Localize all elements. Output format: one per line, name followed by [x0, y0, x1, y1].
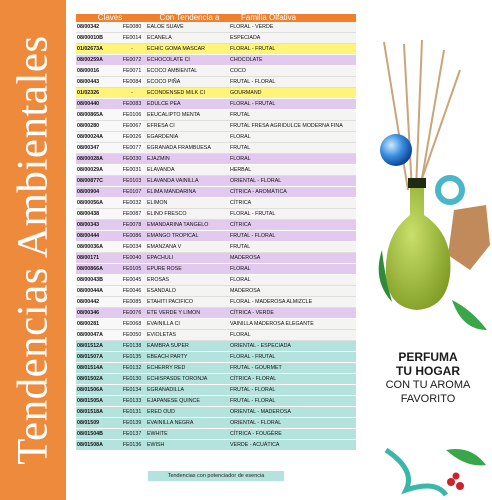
cell-family: MADEROSA [230, 255, 261, 261]
cell-code: 08/00281 [76, 319, 120, 329]
cell-sub: FE0071 [120, 66, 144, 76]
table-row [76, 319, 356, 330]
cell-sub: FE0030 [122, 156, 142, 162]
cell-name: EPURE ROSE [147, 266, 182, 272]
sidebar-title: Tendencias Ambientales [9, 35, 57, 465]
cell-sub: FE0086 [122, 233, 142, 239]
table-row [76, 44, 356, 55]
cell-name: EAMBRA SUPER [147, 343, 189, 349]
cell-family: FLORAL [227, 132, 356, 142]
table-row [76, 99, 356, 110]
table-row [76, 275, 356, 286]
wood-chunk [448, 205, 490, 270]
cell-sub: FE0139 [122, 420, 142, 426]
cell-sub: FE0134 [122, 387, 142, 393]
sidebar [0, 0, 66, 500]
cell-name: ELINO FRESCO [144, 209, 227, 219]
cell-sub: FE0032 [120, 198, 144, 208]
table-row [76, 88, 356, 99]
cell-sub: FE0103 [122, 178, 142, 184]
cell-family: FLORAL [227, 330, 356, 340]
cell-family: CÍTRICA - FLORAL [230, 376, 277, 382]
cell-name: ECHOCOLATE CI [147, 57, 190, 63]
header-familia: Familia Olfativa [241, 13, 297, 22]
cell-name: EJAZMIN [147, 156, 170, 162]
cell-code: 08/01504B [77, 431, 103, 437]
cell-sub: FE0078 [122, 222, 142, 228]
cell-family: CÍTRICA [227, 198, 356, 208]
table-row [76, 110, 356, 121]
cell-name: ECHISPASDE TORONJA [147, 376, 208, 382]
diffuser-illustration [362, 40, 492, 340]
cell-name: ECOCO PIÑA [144, 77, 227, 87]
table-row [76, 308, 356, 319]
cell-family: FLORAL [227, 275, 356, 285]
cell-code: 08/00444 [77, 233, 100, 239]
cell-sub: FE0080 [120, 22, 144, 32]
table-row [76, 264, 356, 275]
cell-family: CÍTRICA - VERDE [230, 310, 274, 316]
cell-family: FRUTAL [227, 110, 356, 120]
cell-code: 08/00443 [76, 77, 120, 87]
cell-sub: FE0077 [120, 143, 144, 153]
promo-line3: CON TU AROMA [385, 379, 471, 391]
cell-family: FLORAL - FRUTAL [230, 46, 276, 52]
cell-family: ESPECIADA [227, 33, 356, 43]
table-row [76, 22, 356, 33]
table-row [76, 121, 356, 132]
cell-code: 08/00056A [76, 198, 120, 208]
cell-family: CÍTRICA - FOUGÈRE [230, 431, 282, 437]
cell-name: EMANDARINA TANGELO [147, 222, 209, 228]
cell-name: EVAINILLA NEGRA [147, 420, 194, 426]
cell-family: FRUTAL - FLORAL [230, 233, 276, 239]
cell-name: EBEACH PARTY [147, 354, 188, 360]
cell-name: ECONDENSED MILK CI [147, 90, 205, 96]
cell-name: EWISH [147, 442, 165, 448]
cell-code: 08/01518A [77, 409, 103, 415]
table-row [76, 385, 356, 396]
cell-sub: FE0014 [120, 33, 144, 43]
table-row [76, 187, 356, 198]
cell-code: 08/00442 [76, 297, 120, 307]
cell-code: 08/00171 [77, 255, 100, 261]
cell-family: FLORAL - MADEROSA ALMIZCLE [227, 297, 356, 307]
cell-code: 08/00866A [77, 266, 103, 272]
table-row [76, 198, 356, 209]
cell-family: CHOCOLATE [230, 57, 263, 63]
cell-sub: FE0084 [120, 77, 144, 87]
cell-name: EGARDENIA [144, 132, 227, 142]
cell-sub: FE0132 [122, 365, 142, 371]
decor-illustration [376, 440, 492, 500]
promo-line4: FAVORITO [400, 393, 456, 405]
cell-name: EGRANADA FRAMBUESA [144, 143, 227, 153]
table-row [76, 154, 356, 165]
cell-sub: - [131, 90, 133, 96]
cell-name: EVAINILLA CI [144, 319, 227, 329]
cell-code: 08/01502A [77, 376, 103, 382]
promo-line1: PERFUMA [398, 350, 458, 364]
table-row [76, 165, 356, 176]
cell-name: ERED OUD [147, 409, 175, 415]
leaf [446, 449, 486, 465]
cell-family: ORIENTAL - ESPECIADA [230, 343, 291, 349]
cell-name: EMANGO TROPICAL [147, 233, 199, 239]
cell-name: EMANZANA V [144, 242, 227, 252]
table-row [76, 66, 356, 77]
table-row [76, 143, 356, 154]
cell-family: ORIENTAL - FLORAL [230, 420, 282, 426]
cell-code: 08/01505A [77, 398, 103, 404]
cell-sub: FE0050 [120, 330, 144, 340]
cell-name: ECHERRY RED [147, 365, 186, 371]
cell-code: 08/00036A [76, 242, 120, 252]
table-row [76, 363, 356, 374]
cell-code: 08/01509 [77, 420, 100, 426]
cell-family: FLORAL - FRUTAL [230, 354, 276, 360]
cell-family: FRUTAL - FLORAL [230, 387, 276, 393]
cell-name: ELIMON [144, 198, 227, 208]
cell-family: FLORAL [230, 266, 251, 272]
cell-name: EFRESA CI [144, 121, 227, 131]
cell-sub: FE0045 [120, 275, 144, 285]
cell-code: 08/00438 [76, 209, 120, 219]
cell-family: FLORAL - FRUTAL [230, 101, 276, 107]
cell-family: VERDE - ACUÁTICA [230, 442, 280, 448]
cell-family: VAINILLA MADEROSA ELEGANTE [227, 319, 356, 329]
cell-sub: FE0107 [122, 189, 142, 195]
cell-code: 08/00029A [76, 165, 120, 175]
cell-name: EWHITE [147, 431, 168, 437]
teal-ring [438, 178, 462, 202]
cell-code: 08/01507A [77, 354, 103, 360]
table-row [76, 220, 356, 231]
table-row [76, 297, 356, 308]
cell-sub: FE0085 [120, 297, 144, 307]
table-row [76, 231, 356, 242]
promo-text [372, 350, 484, 406]
cell-name: ELAVANDA [144, 165, 227, 175]
cell-name: ELIMA MANDARINA [147, 189, 196, 195]
ribbon [386, 450, 446, 495]
fragrance-table [76, 14, 356, 451]
bottle [386, 185, 451, 310]
cell-code: 08/00346 [77, 310, 100, 316]
berry [453, 473, 460, 480]
cell-code: 08/00865A [76, 110, 120, 120]
header-claves: Claves [97, 13, 123, 22]
cell-name: EALOE SUAVE [144, 22, 227, 32]
table-row [76, 77, 356, 88]
table-row [76, 253, 356, 264]
cell-code: 08/00028A [77, 156, 103, 162]
table-row [76, 429, 356, 440]
table-row [76, 55, 356, 66]
cell-sub: FE0026 [120, 132, 144, 142]
table-row [76, 176, 356, 187]
promo-line2: TU HOGAR [396, 364, 460, 378]
cell-code: 08/01512A [77, 343, 103, 349]
leaf-right [452, 300, 487, 330]
cell-sub: FE0076 [122, 310, 142, 316]
cell-code: 08/00440 [77, 101, 100, 107]
cell-sub: FE0087 [120, 209, 144, 219]
cell-sub: FE0034 [120, 242, 144, 252]
cell-sub: FE0083 [122, 101, 142, 107]
cell-sub: FE0133 [122, 398, 142, 404]
cell-family: MADEROSA [227, 286, 356, 296]
table-row [76, 407, 356, 418]
cell-family: FRUTAL - GOURMET [230, 365, 282, 371]
cell-family: FRUTAL FRESA AGRIDULCE MODERNA FINA [227, 121, 356, 131]
cell-family: CÍTRICA - AROMÁTICA [230, 189, 287, 195]
cell-family: ORIENTAL - MADEROSA [230, 409, 291, 415]
table-row [76, 132, 356, 143]
table-row [76, 330, 356, 341]
cell-family: FRUTAL [227, 143, 356, 153]
cell-name: EGRANADILLA [147, 387, 185, 393]
cell-sub: - [131, 46, 133, 52]
cell-family: CÍTRICA [230, 222, 252, 228]
table-row [76, 286, 356, 297]
table-header [76, 14, 356, 22]
berry [456, 482, 464, 490]
cell-code: 08/00280 [76, 121, 120, 131]
cell-name: EEUCALIPTO MENTA [144, 110, 227, 120]
cell-sub: FE0130 [122, 376, 142, 382]
cell-sub: FE0137 [122, 431, 142, 437]
cell-family: FRUTAL - FLORAL [230, 398, 276, 404]
cell-name: ELAVANDA VAINILLA [147, 178, 199, 184]
cell-code: 08/00024A [76, 132, 120, 142]
table-row [76, 33, 356, 44]
cell-name: ECHIC GOMA MASCAR [147, 46, 205, 52]
cell-name: EVIOLETAS [144, 330, 227, 340]
table-row [76, 341, 356, 352]
table-row [76, 396, 356, 407]
cell-sub: FE0067 [120, 121, 144, 131]
cell-sub: FE0031 [120, 165, 144, 175]
cell-code: 08/00016 [76, 66, 120, 76]
cell-family: GOURMAND [230, 90, 262, 96]
blue-sphere [380, 134, 412, 166]
cell-name: ESANDALO [144, 286, 227, 296]
cell-family: FRUTAL [227, 242, 356, 252]
table-row [76, 418, 356, 429]
cell-code: 08/00343 [77, 222, 100, 228]
cell-code: 08/00044A [76, 286, 120, 296]
cell-sub: FE0138 [122, 343, 142, 349]
cell-code: 08/00904 [77, 189, 100, 195]
table-body [76, 22, 356, 451]
berry [447, 478, 455, 486]
cell-code: 01/02326 [77, 90, 100, 96]
cell-name: ECANELA [144, 33, 227, 43]
footnote: Tendencias con potenciador de esencia [148, 471, 284, 481]
cell-family: ORIENTAL - FLORAL [230, 178, 282, 184]
cell-code: 08/00047A [76, 330, 120, 340]
cell-name: EDULCE PEA [147, 101, 181, 107]
cell-sub: FE0135 [122, 354, 142, 360]
cell-family: COCO [227, 66, 356, 76]
table-row [76, 209, 356, 220]
cell-family: FLORAL [230, 156, 251, 162]
cell-code: 08/00342 [76, 22, 120, 32]
cell-code: 08/00877C [77, 178, 103, 184]
cell-name: ETAHITI PACIFICO [144, 297, 227, 307]
cell-family: FRUTAL - FLORAL [227, 77, 356, 87]
cell-code: 01/02673A [77, 46, 103, 52]
cell-family: FLORAL - FRUTAL [227, 209, 356, 219]
cell-family: HERBAL [227, 165, 356, 175]
cell-name: EJAPANESE QUINCE [147, 398, 200, 404]
cell-sub: FE0136 [122, 442, 142, 448]
cell-family: FLORAL - VERDE [227, 22, 356, 32]
table-row [76, 352, 356, 363]
cell-sub: FE0106 [120, 110, 144, 120]
cell-name: EROSAS [144, 275, 227, 285]
cell-code: 08/01508A [77, 442, 103, 448]
cell-sub: FE0068 [120, 319, 144, 329]
header-tendencia: Con Tendencia a [159, 13, 220, 22]
cell-sub: FE0040 [122, 255, 142, 261]
cell-sub: FE0131 [122, 409, 142, 415]
table-row [76, 374, 356, 385]
table-row [76, 242, 356, 253]
cell-code: 08/01506A [77, 387, 103, 393]
cell-code: 08/00010B [76, 33, 120, 43]
cell-code: 08/01514A [77, 365, 103, 371]
cell-code: 08/00259A [77, 57, 103, 63]
cell-sub: FE0105 [122, 266, 142, 272]
cell-name: EPACHULI [147, 255, 174, 261]
cell-sub: FE0046 [120, 286, 144, 296]
cell-sub: FE0072 [122, 57, 142, 63]
cell-name: ECOCO AMBIENTAL [144, 66, 227, 76]
cell-code: 08/00347 [76, 143, 120, 153]
cell-code: 08/00043B [76, 275, 120, 285]
cell-name: ETE VERDE Y LIMON [147, 310, 201, 316]
table-row [76, 440, 356, 451]
